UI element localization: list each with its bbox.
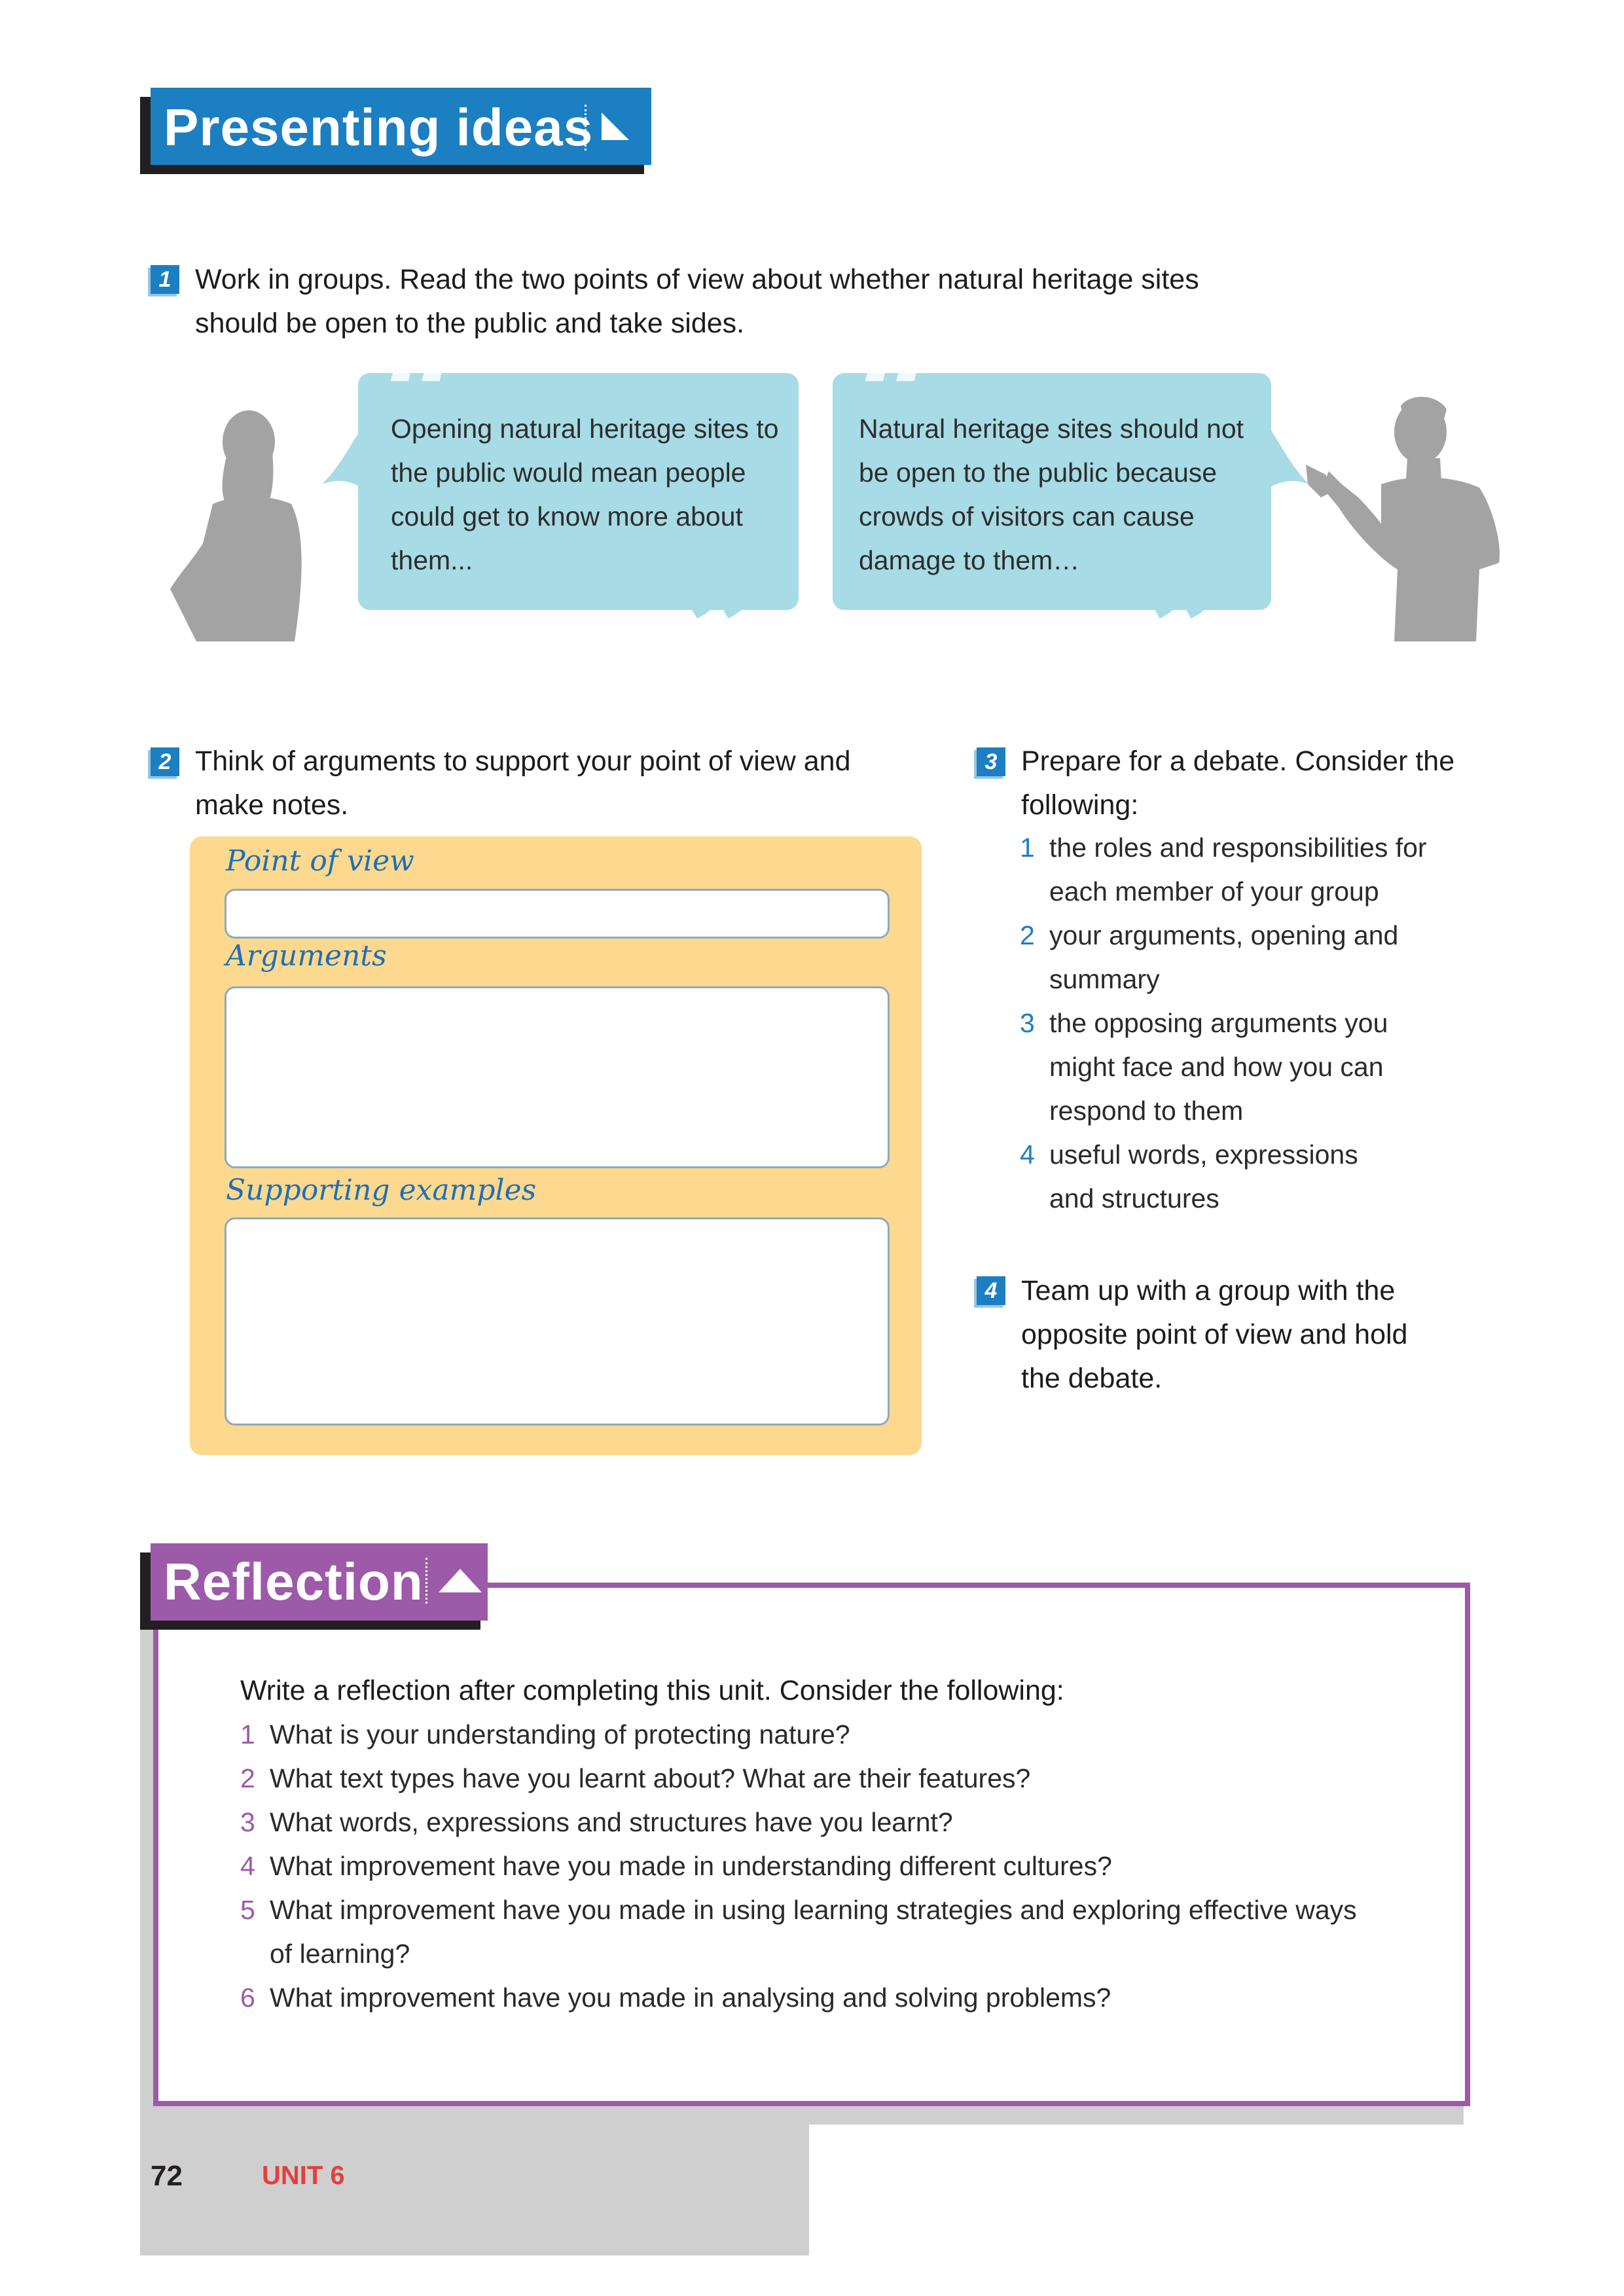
activity-4-badge: 4 <box>977 1276 1005 1305</box>
list-item-text: What improvement have you made in analysing and solving problems? <box>270 1982 1111 2013</box>
unit-label: UNIT 6 <box>262 2161 345 2190</box>
activity-1-badge: 1 <box>151 265 179 294</box>
bubble-tail-left <box>322 419 368 497</box>
right-bubble-line-2: be open to the public because <box>859 457 1218 488</box>
triangle-up-icon <box>437 1568 483 1594</box>
list-number: 5 <box>240 1895 255 1925</box>
presenting-ideas-title: Presenting ideas <box>164 98 594 156</box>
activity-4-line-1: Team up with a group with the <box>1021 1275 1396 1306</box>
list-item-text: What improvement have you made in using learning strategies and exploring effective ways <box>270 1895 1357 1925</box>
reflection-shadow-bottom <box>140 2106 1464 2125</box>
activity-4-line-3: the debate. <box>1021 1363 1163 1394</box>
activity-4-line-2: opposite point of view and hold <box>1021 1319 1408 1350</box>
list-item-text: the roles and responsibilities for <box>1049 833 1427 863</box>
left-bubble-line-4: them... <box>391 545 473 575</box>
list-item-text: What is your understanding of protecting nature? <box>270 1719 850 1749</box>
corner-triangle-icon <box>599 110 632 143</box>
activity-3-line-2: following: <box>1021 789 1139 821</box>
left-bubble-line-2: the public would mean people <box>391 457 746 488</box>
arguments-label: Arguments <box>226 939 387 973</box>
man-silhouette-icon <box>1303 393 1512 641</box>
reflection-title: Reflection <box>164 1552 424 1611</box>
point-of-view-field[interactable] <box>225 889 890 939</box>
list-number: 1 <box>1020 833 1035 863</box>
left-bubble-line-3: could get to know more about <box>391 501 743 531</box>
list-item-text: useful words, expressions <box>1049 1139 1358 1170</box>
arguments-field[interactable] <box>225 986 890 1168</box>
activity-2-badge: 2 <box>151 747 179 776</box>
list-item-text: summary <box>1049 964 1160 994</box>
list-number: 6 <box>240 1982 255 2013</box>
list-number: 2 <box>240 1763 255 1793</box>
banner-divider <box>425 1558 427 1604</box>
list-number: 3 <box>1020 1008 1035 1038</box>
right-bubble-line-4: damage to them… <box>859 545 1080 575</box>
supporting-examples-label: Supporting examples <box>226 1174 537 1207</box>
list-item-text: What text types have you learnt about? What are their features? <box>270 1763 1031 1793</box>
list-item-text: and structures <box>1049 1183 1219 1213</box>
list-number: 4 <box>240 1851 255 1881</box>
list-item-text: might face and how you can <box>1049 1052 1384 1082</box>
list-number: 2 <box>1020 920 1035 950</box>
activity-1-line-2: should be open to the public and take sides. <box>195 308 745 339</box>
reflection-intro: Write a reflection after completing this unit. Consider the following: <box>240 1675 1064 1706</box>
supporting-examples-field[interactable] <box>225 1217 890 1426</box>
woman-silhouette-icon <box>157 406 314 641</box>
list-item-text: each member of your group <box>1049 876 1379 906</box>
list-number: 1 <box>240 1719 255 1749</box>
list-number: 4 <box>1020 1139 1035 1170</box>
list-item-text: respond to them <box>1049 1096 1244 1126</box>
bubble-tail-right <box>1263 419 1309 497</box>
right-bubble-line-3: crowds of visitors can cause <box>859 501 1195 531</box>
close-quote-icon: ” <box>687 550 767 712</box>
open-quote-icon: “ <box>859 315 939 476</box>
open-quote-icon: “ <box>385 315 464 476</box>
activity-3-line-1: Prepare for a debate. Consider the <box>1021 745 1455 777</box>
list-item-text: your arguments, opening and <box>1049 920 1399 950</box>
list-item-text: What improvement have you made in understanding different cultures? <box>270 1851 1112 1881</box>
activity-1-line-1: Work in groups. Read the two points of view about whether natural heritage sites <box>195 264 1199 295</box>
point-of-view-label: Point of view <box>226 844 414 878</box>
activity-2-line-1: Think of arguments to support your point of view and <box>195 745 851 777</box>
close-quote-icon: ” <box>1150 550 1229 712</box>
right-bubble-line-1: Natural heritage sites should not <box>859 414 1244 444</box>
list-item-text: What words, expressions and structures have you learnt? <box>270 1807 953 1837</box>
left-bubble-line-1: Opening natural heritage sites to <box>391 414 779 444</box>
activity-3-badge: 3 <box>977 747 1005 776</box>
list-item-text: the opposing arguments you <box>1049 1008 1388 1038</box>
banner-divider <box>585 105 586 151</box>
activity-2-line-2: make notes. <box>195 789 349 821</box>
list-number: 3 <box>240 1807 255 1837</box>
page-number: 72 <box>151 2160 183 2192</box>
list-item-text: of learning? <box>270 1939 410 1969</box>
